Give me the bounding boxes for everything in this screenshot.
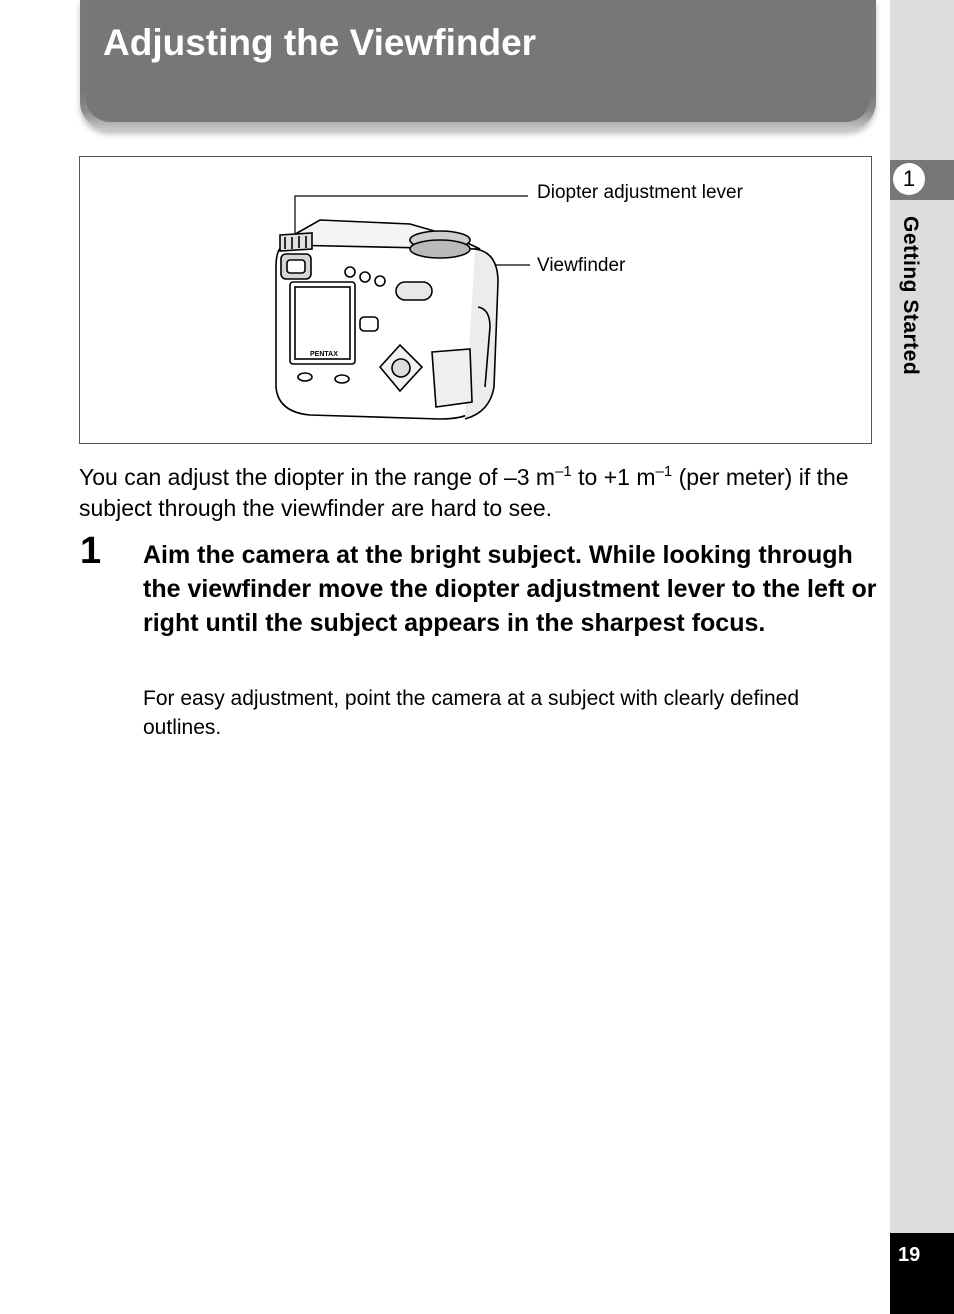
callout-viewfinder: Viewfinder (537, 255, 626, 276)
intro-paragraph (79, 462, 879, 524)
intro-text-1: You can adjust the diopter in the range of –3 m (79, 464, 556, 490)
callout-diopter-lever: Diopter adjustment lever (537, 182, 743, 203)
step-number: 1 (80, 530, 102, 572)
intro-exponent-2: –1 (655, 463, 673, 480)
camera-brand-label: PENTAX (310, 351, 338, 358)
figure-box (79, 156, 872, 444)
page-number: 19 (898, 1244, 921, 1266)
page-title: Adjusting the Viewfinder (103, 22, 537, 63)
chapter-number-badge: 1 (893, 163, 925, 195)
step-instruction: Aim the camera at the bright subject. While looking through the viewfinder move the diopter adjustment lever to the left or right until the subject appears in the sharpest focus. (143, 541, 877, 637)
chapter-title: Getting Started (899, 216, 922, 376)
camera-illustration (80, 157, 873, 445)
step-note: For easy adjustment, point the camera at a subject with clearly defined outlines. (143, 687, 800, 739)
intro-text-2: to +1 m (571, 464, 656, 490)
intro-exponent-1: –1 (555, 463, 572, 480)
intro-text-3: (per meter) if the subject through the viewfinder are hard to see. (79, 464, 849, 521)
title-band (80, 0, 876, 130)
